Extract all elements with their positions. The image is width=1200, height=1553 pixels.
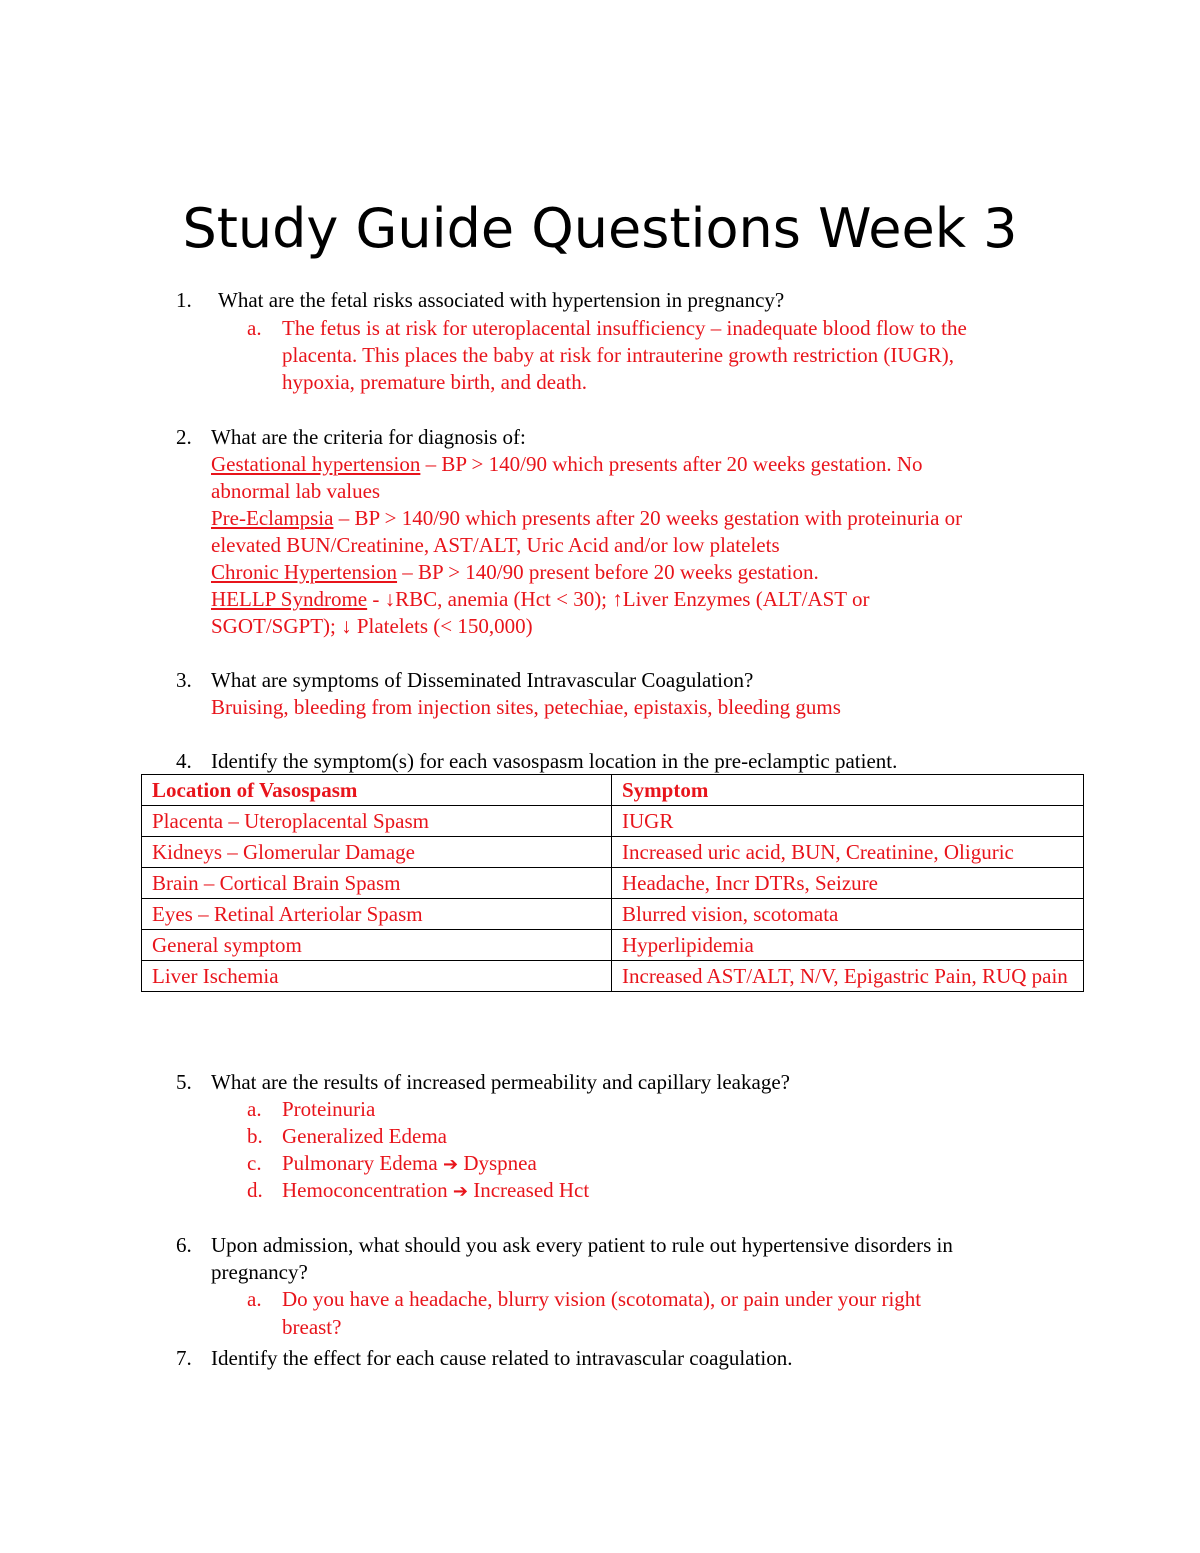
q6-question: Upon admission, what should you ask every patient to rule out hypertensive disorders in [211,1233,953,1257]
q5-item: Pulmonary Edema ➔ Dyspnea [282,1151,537,1175]
table-header-cell: Symptom [612,775,1084,806]
symptom-cell: IUGR [612,806,1084,837]
q2-question: What are the criteria for diagnosis of: [211,425,526,449]
q5-question: What are the results of increased permeability and capillary leakage? [211,1070,790,1094]
q5-item-letter: a. [247,1097,262,1121]
table-row [142,899,1084,930]
table-row [142,961,1084,992]
gestational-hypertension-term: Gestational hypertension [211,452,421,476]
q4-question: Identify the symptom(s) for each vasospasm location in the pre-eclamptic patient. [211,749,898,773]
location-cell: Kidneys – Glomerular Damage [142,837,612,868]
q1-answer-letter: a. [247,316,262,340]
q7-number: 7. [176,1346,192,1370]
q6-answer-cont: breast? [282,1315,342,1339]
q1-answer-line: hypoxia, premature birth, and death. [282,370,587,394]
q6-answer-letter: a. [247,1287,262,1311]
chronic-hypertension-term: Chronic Hypertension [211,560,398,584]
q5-item-letter: b. [247,1124,263,1148]
q3-number: 3. [176,668,192,692]
symptom-cell: Headache, Incr DTRs, Seizure [612,868,1084,899]
gestational-hypertension-criteria: Gestational hypertension – BP > 140/90 which presents after 20 weeks gestation. No [211,452,923,476]
page-title: Study Guide Questions Week 3 [182,197,1018,260]
symptom-cell: Increased uric acid, BUN, Creatinine, Oliguric [612,837,1084,868]
q5-item-letter: c. [247,1151,262,1175]
q6-question-cont: pregnancy? [211,1260,308,1284]
q2-number: 2. [176,425,192,449]
location-cell: Liver Ischemia [142,961,612,992]
q1-answer-line: The fetus is at risk for uteroplacental insufficiency – inadequate blood flow to the [282,316,967,340]
right-arrow-icon: ➔ [442,1154,459,1175]
q5-item-letter: d. [247,1178,263,1202]
location-cell: Brain – Cortical Brain Spasm [142,868,612,899]
q3-answer: Bruising, bleeding from injection sites, petechiae, epistaxis, bleeding gums [211,695,841,719]
chronic-hypertension-criteria: Chronic Hypertension – BP > 140/90 present before 20 weeks gestation. [211,560,819,584]
q4-number: 4. [176,749,192,773]
q1-number: 1. [176,288,192,312]
q7-question: Identify the effect for each cause related to intravascular coagulation. [211,1346,793,1370]
location-cell: General symptom [142,930,612,961]
pre-eclampsia-criteria: Pre-Eclampsia – BP > 140/90 which presents after 20 weeks gestation with proteinuria or [211,506,963,530]
q6-answer: Do you have a headache, blurry vision (scotomata), or pain under your right [282,1287,922,1311]
hellp-syndrome-term: HELLP Syndrome [211,587,368,611]
table-row [142,930,1084,961]
hellp-syndrome-criteria-cont: SGOT/SGPT); ↓ Platelets (< 150,000) [211,614,533,638]
pre-eclampsia-criteria-cont: elevated BUN/Creatinine, AST/ALT, Uric Acid and/or low platelets [211,533,780,557]
q5-item: Generalized Edema [282,1124,447,1148]
table-header-row [142,775,1084,806]
symptom-cell: Hyperlipidemia [612,930,1084,961]
table-row [142,837,1084,868]
location-cell: Eyes – Retinal Arteriolar Spasm [142,899,612,930]
q1-answer-line: placenta. This places the baby at risk for intrauterine growth restriction (IUGR), [282,343,954,367]
q5-item: Hemoconcentration ➔ Increased Hct [282,1178,590,1202]
table-header-cell: Location of Vasospasm [142,775,612,806]
pre-eclampsia-term: Pre-Eclampsia [211,506,334,530]
right-arrow-icon: ➔ [452,1181,468,1202]
symptom-cell: Increased AST/ALT, N/V, Epigastric Pain, RUQ pain [612,961,1084,992]
q1-question: What are the fetal risks associated with hypertension in pregnancy? [218,288,785,312]
gestational-hypertension-criteria-cont: abnormal lab values [211,479,381,503]
q5-number: 5. [176,1070,192,1094]
vasospasm-table [141,774,1084,992]
q3-question: What are symptoms of Disseminated Intravascular Coagulation? [211,668,754,692]
table-row [142,868,1084,899]
q5-item: Proteinuria [282,1097,376,1121]
table-row [142,806,1084,837]
symptom-cell: Blurred vision, scotomata [612,899,1084,930]
q6-number: 6. [176,1233,192,1257]
hellp-syndrome-criteria: HELLP Syndrome - ↓RBC, anemia (Hct < 30); ↑Liver Enzymes (ALT/AST or [211,587,870,611]
location-cell: Placenta – Uteroplacental Spasm [142,806,612,837]
